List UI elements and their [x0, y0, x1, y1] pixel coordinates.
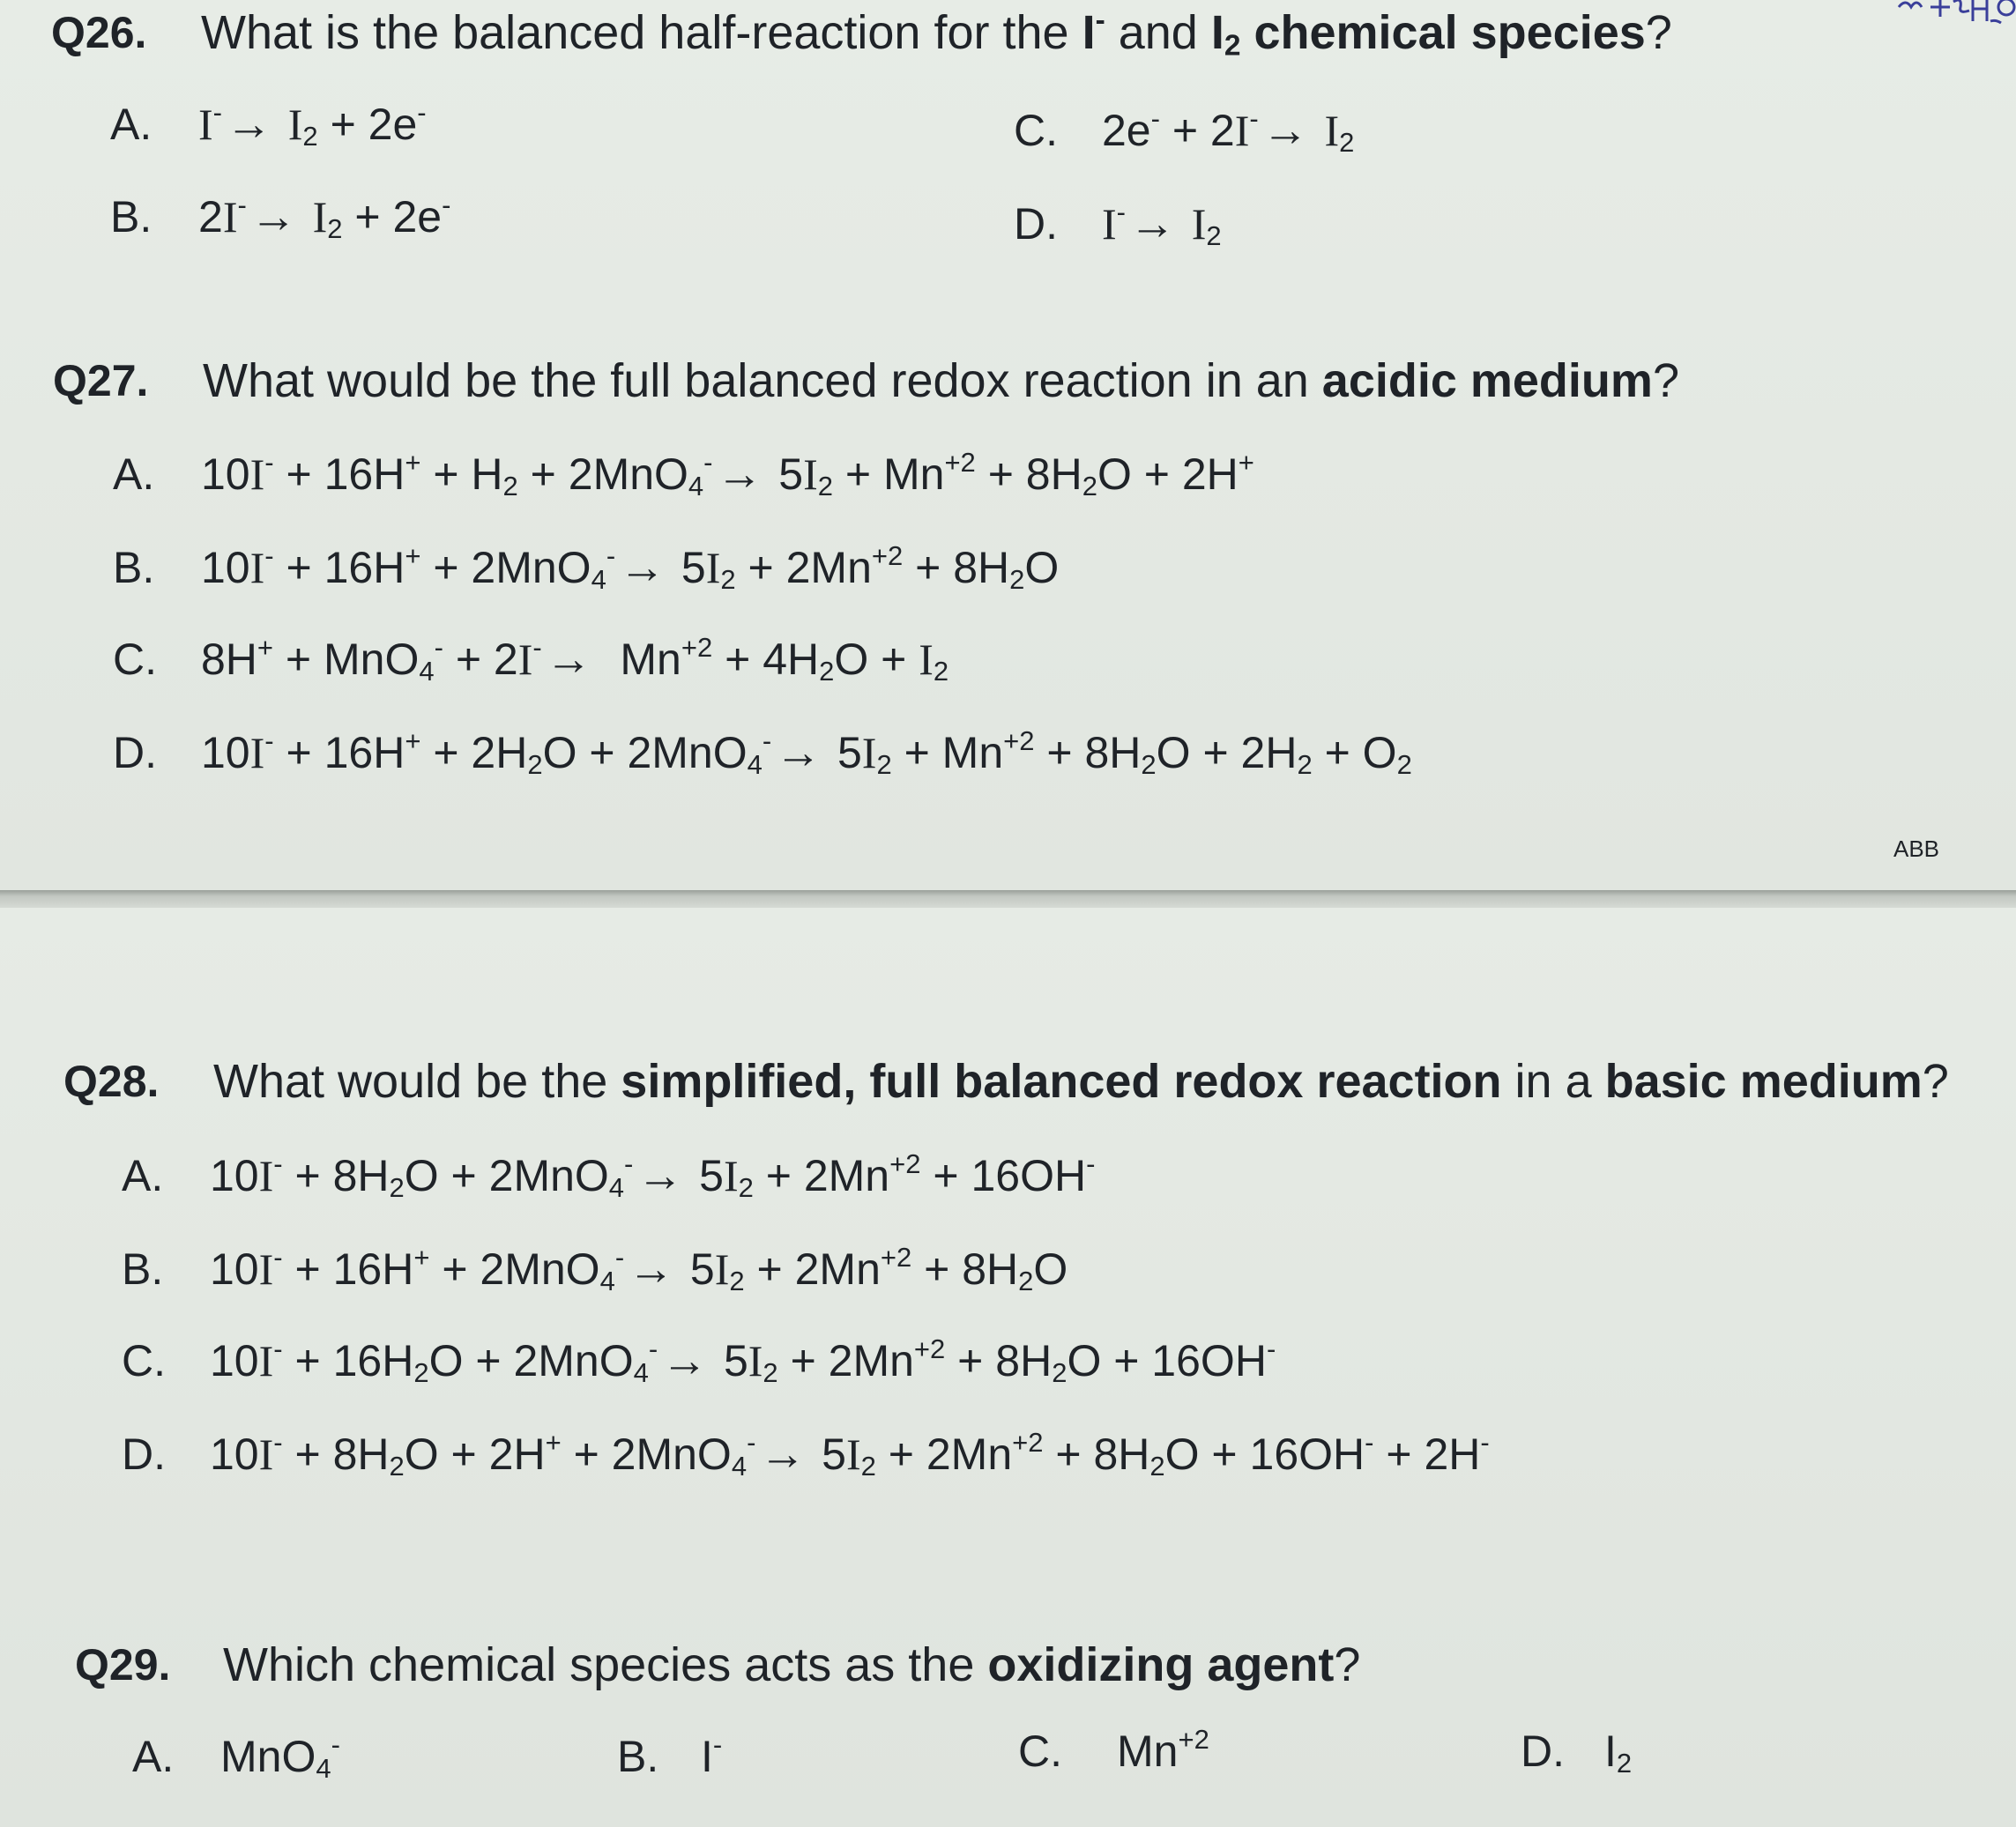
q29-option-b[interactable]: B. I-: [617, 1728, 723, 1781]
q28-option-d[interactable]: D. $10I^- + 8H_2O + 2H^+ + 2MnO_4^-\to 5I_2 + 2Mn^{+2} + 8H_2O + 16OH^- + 2H^-$: [122, 1426, 1490, 1482]
q26-option-c[interactable]: C. $2e^- + 2I^-\to I_2$: [1014, 102, 1355, 158]
question-number: Q28.: [63, 1057, 160, 1106]
question-text: What is the balanced half-reaction for the I- and $I_2$ chemical species?: [201, 4, 1672, 63]
q29-option-a[interactable]: A. MnO$_4$-: [132, 1728, 340, 1784]
handwritten-note-icon: [1895, 0, 2016, 39]
option-equation: $10I^- + 8H_2O + 2H^+ + 2MnO_4^-\to 5I_2 + 2Mn^{+2} + 8H_2O + 16OH^- + 2H^-$: [210, 1426, 1490, 1482]
question-text: What would be the full balanced redox reaction in an acidic medium?: [203, 354, 1679, 407]
q28-option-a[interactable]: A. $10I^- + 8H_2O + 2MnO_4^-\to 5I_2 + 2Mn^{+2} + 16OH^-$: [122, 1147, 1096, 1203]
option-equation: $10I^- + 16H^+ + 2MnO_4^-\to 5I_2 + 2Mn^{+2} + 8H_2O$: [201, 539, 1060, 595]
option-equation: $10I^- + 16H_2O + 2MnO_4^-\to 5I_2 + 2Mn^{+2} + 8H_2O + 16OH^-$: [210, 1333, 1276, 1388]
question-number: Q29.: [75, 1640, 171, 1690]
footer-initials: ABB: [1893, 836, 1940, 862]
q27-option-d[interactable]: D. $10I^- + 16H^+ + 2H_2O + 2MnO_4^-\to 5I_2 + Mn^{+2} + 8H_2O + 2H_2 + O_2$: [113, 724, 1412, 780]
q26-option-a[interactable]: A. $I^-\to I_2 + 2e^-$: [110, 96, 427, 152]
option-equation: $10I^- + 16H^+ + 2H_2O + 2MnO_4^-\to 5I_2 + Mn^{+2} + 8H_2O + 2H_2 + O_2$: [201, 724, 1412, 780]
q28-option-c[interactable]: C. $10I^- + 16H_2O + 2MnO_4^-\to 5I_2 + 2Mn^{+2} + 8H_2O + 16OH^-$: [122, 1333, 1276, 1388]
option-equation: $2e^- + 2I^-\to I_2$: [1102, 102, 1355, 158]
q27-option-c[interactable]: C. $8H^+ + MnO_4^- + 2I^-\to Mn^{+2} + 4H_2O + I_2$: [113, 631, 949, 687]
q28-option-b[interactable]: B. $10I^- + 16H^+ + 2MnO_4^-\to 5I_2 + 2Mn^{+2} + 8H_2O$: [122, 1241, 1068, 1296]
option-equation: $8H^+ + MnO_4^- + 2I^-\to Mn^{+2} + 4H_2O + I_2$: [201, 631, 949, 687]
q26-option-b[interactable]: B. $2I^-\to I_2 + 2e^-$: [110, 189, 451, 244]
page-divider: [0, 890, 2016, 908]
question-text: What would be the simplified, full balanced redox reaction in a basic medium?: [213, 1055, 1949, 1108]
question-number: Q27.: [53, 356, 149, 405]
option-equation: $I^-\to I_2$: [1102, 196, 1222, 251]
question-number: Q26.: [51, 8, 147, 57]
option-equation: $I^-\to I_2 + 2e^-$: [198, 96, 427, 152]
q29-option-c[interactable]: C. $Mn^{+2}$: [1018, 1723, 1209, 1776]
question-text: Which chemical species acts as the oxidizing agent?: [223, 1638, 1361, 1691]
q27-option-b[interactable]: B. $10I^- + 16H^+ + 2MnO_4^-\to 5I_2 + 2Mn^{+2} + 8H_2O$: [113, 539, 1060, 595]
option-equation: $10I^- + 16H^+ + 2MnO_4^-\to 5I_2 + 2Mn^{+2} + 8H_2O$: [210, 1241, 1068, 1296]
q26-option-d[interactable]: D. $I^-\to I_2$: [1014, 196, 1222, 251]
q27-option-a[interactable]: A. $10I^- + 16H^+ + H_2 + 2MnO_4^-\to 5I_2 + Mn^{+2} + 8H_2O + 2H^+$: [113, 446, 1254, 501]
option-equation: $2I^-\to I_2 + 2e^-$: [198, 189, 451, 244]
option-equation: $10I^- + 8H_2O + 2MnO_4^-\to 5I_2 + 2Mn^{+2} + 16OH^-$: [210, 1147, 1096, 1203]
option-equation: $10I^- + 16H^+ + H_2 + 2MnO_4^-\to 5I_2 + Mn^{+2} + 8H_2O + 2H^+$: [201, 446, 1254, 501]
q29-option-d[interactable]: D. $I_2$: [1521, 1727, 1633, 1779]
